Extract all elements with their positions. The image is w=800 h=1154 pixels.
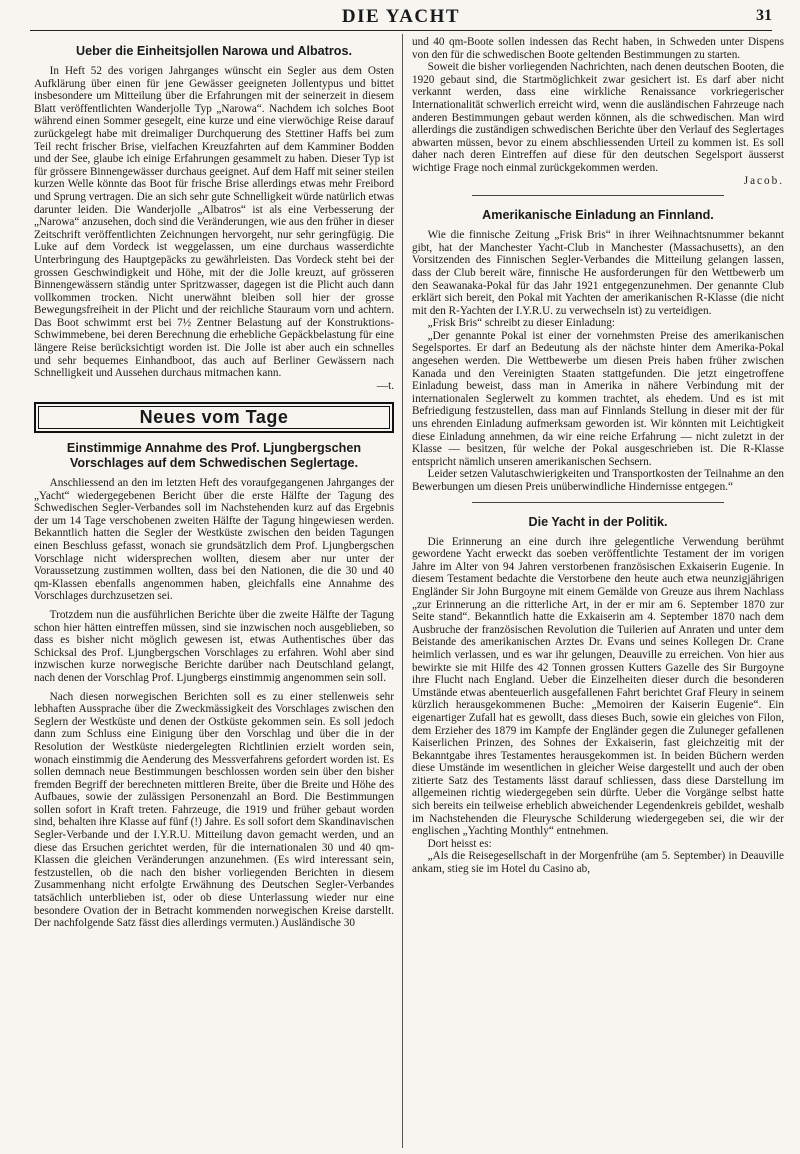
page-number: 31 — [756, 7, 772, 24]
article-paragraph: „Der genannte Pokal ist einer der vornehmsten Preise des amerikanischen Segelsportes. Er darf an Bedeutung als der nächste hinter dem Amerika-Pokal angesehen werden. Die Wettbewerbe um diesen Preis haben früher zwischen Kanada und den Vereinigten Staaten stattgefunden. Die jetzt eingetroffene Einladung beweist, dass man in Amerika in nähere Verbindung mit der internationalen Seglerwelt zu kommen trachtet, als ehedem. Und es ist mit Befriedigung festzustellen, dass man auf Finnlands Stellung in dieser mit der für uns ehrenden Einladung aufmerksam geworden ist. Wir könnten mit Leichtigkeit diese Einladung annehmen, da wir eine reiche Erfahrung — nicht zuletzt in der Klasse — besitzen, für welche der Pokal ausgeschrieben ist. Die R-Klasse entspricht nämlich unseren amerikanischen Sechsern. — [412, 329, 784, 468]
section-title-box — [34, 402, 394, 433]
column-divider — [402, 34, 403, 1148]
article-paragraph: Dort heisst es: — [427, 837, 492, 850]
article-paragraph: Wie die finnische Zeitung „Frisk Bris“ in ihrer Weihnachtsnummer bekannt gibt, hat der Manchester Yacht-Club in Manchester (Massachusetts), an den Vorsitzenden des Finnischen Segler-Verbandes die Mitteilung gelangen lassen, dass der Club bereit wäre, finnische He ausforderungen für den Wettbewerb um den Seawanaka-Pokal für das Jahr 1921 entgegenzunehmen. Der genannte Club erklärt sich bereit, den Pokal mit Yachten der amerikanischen R-Klasse (die nicht mit den R-Yachten der I.Y.R.U. zu verwechseln ist) zu verteidigen. — [412, 229, 784, 317]
article-paragraph: Leider setzen Valutaschwierigkeiten und Transportkosten der Teilnahme an den Bewerbungen um diesen Preis unüberwindliche Hindernisse entgegen.“ — [412, 468, 784, 493]
article-paragraph: Nach diesen norwegischen Berichten soll es zu einer stellenweis sehr lebhaften Aussprache über die Zweckmässigkeit des Vorschlages zwischen den Seglern der Westküste und denen der Ostküste gekommen sein. Es soll jedoch dann zum Schluss eine Einigung über den Vorschlag und über die in der Resolution der Westküste niedergelegten Richtlinien erzielt worden sein, wonach einstimmig die Aenderung des Messverfahrens gefordert worden ist. Es sollen demnach neue Bestimmungen beschlossen worden sein über den bisher fremden Begriff der berechneten mittleren Breite, über die Breite und Höhe des Aufbaues, sowie der zulässigen Personenzahl an Bord. Die Bestimmungen sollen sofort in Kraft treten. Fahrzeuge, die 1919 und früher gebaut worden sind, behalten ihre Klasse auf fünf (!) Jahre. Es soll sofort dem Skandinavischen Segler-Verbande und der I.Y.R.U. Mitteilung davon gemacht werden, und an diese das Ersuchen gerichtet werden, für die internationalen 30 und 40 qm-Klassen die gleichen Veränderungen anzunehmen. (Es wird interessant sein, festzustellen, ob die nach den bisher vorliegenden Berichten in diesem Zusammenhang nicht erfolgte Erwähnung des Deutschen Segler-Verbandes tatsächlich unterblieben ist, oder ob diese Unterlassung wieder nur eine besondere Ovation der in Betracht kommenden norwegischen Kreise darstellt. Der nachfolgende Satz fässt dies allerdings vermuten.) Ausländische 30 — [34, 690, 394, 930]
article-heading-ljungberg: Einstimmige Annahme des Prof. Ljungbergschen Vorschlages auf dem Schwedischen Seglertage. — [66, 441, 362, 471]
article-author: Jacob. — [743, 174, 784, 187]
divider — [472, 195, 724, 196]
section-title: Neues vom Tage — [38, 406, 390, 429]
divider — [472, 502, 724, 503]
article-paragraph: In Heft 52 des vorigen Jahrganges wünscht ein Segler aus dem Osten Aufklärung über einen für jene Gewässer geeigneten Jollentypus und bittet insbesondere um Mitteilung über die Erfahrungen mit der seinerzeit in diesem Blatt veröffentlichten Wanderjolle Typ „Narowa“. Nachdem ich solches Boot während einen Sommer gesegelt, eine kurze und eine vierwöchige Reise darauf zurückgelegt habe mit dreimaliger Durchquerung des Stettiner Haffs bei zum Teil recht frischer Brise, vielfachen Kreuzfahrten auf dem Kamminer Bodden und der See, glaube ich einige Erfahrungen gesammelt zu haben. Dieser Typ ist für grössere Binnengewässer durchaus geeignet. Auf dem Haff mit seiner steilen kurzen Welle könnte das Boot für frische Brise allerdings etwas mehr Freibord und Sprung vertragen. Die an sich sehr gute Schnelligkeit würde natürlich etwas darunter leiden. Die Wanderjolle „Albatros“ ist als eine Verbesserung der „Narowa“ anzusehen, doch sind die Veränderungen, wie aus den früher in dieser Zeitschrift veröffentlichten Zeichnungen hervorgeht, nur sehr geringfügig. Die Luke auf dem Vordeck ist weggelassen, um eine durchaus wasserdichte Unterbringung des Hauptgepäcks zu gewährleisten. Das Vordeck steht bei der grossen Geschwindigkeit und Höhe, mit der die Jolle kreuzt, auf grösseren Binnengewässern ständig unter Spritzwasser, dagegen ist die Plicht auch dann vollkommen trocken. Nicht unerwähnt bleiben soll hier der grosse Bewegungsfreiheit in der Plicht und der reichliche Stauraum vorn und achtern. Das Boot schwimmt erst bei 7½ Zentner Belastung auf der Konstruktions-Schwimmebene, bei deren Berechnung die erhebliche Gepäckbelastung für eine längere Reise berücksichtigt worden ist. Die Jolle ist aber auch ein schnelles und sehr bequemes Einhandboot, das auch auf Berliner Gewässern nach Schnelligkeit und Aussehen durchaus mitmachen kann. — [34, 65, 394, 380]
right-column — [412, 36, 784, 1154]
article-heading-finnland: Amerikanische Einladung an Finnland. — [482, 208, 714, 223]
article-paragraph: Anschliessend an den im letzten Heft des voraufgegangenen Jahrganges der „Yacht“ wiedergegebenen Bericht über die erste Hälfte der Tagung des Schwedischen Segler-Verbandes soll im Nachstehenden kurz auf das Ergebnis der um 14 Tage verschobenen zweiten Hälfte der Tagung hingewiesen werden. Bekanntlich hatten die Segler der Westküste zwischen den beiden Tagungen einen Beschluss gefasst, wonach sie grundsätzlich dem Prof. Ljungbergschen Vorschlage nicht widersprechen wollten, diesem aber nur unter der Voraussetzung zustimmen wollten, dass bei den Nationen, die die 30 und 40 qm-Klassen ebenfalls angenommen haben, gleichfalls eine Annahme des Vorschlages durchzusetzen sei. — [34, 477, 394, 603]
article-paragraph: „Frisk Bris“ schreibt zu dieser Einladung: — [427, 317, 616, 330]
article-heading-narowa: Ueber die Einheitsjollen Narowa und Albatros. — [76, 44, 352, 58]
left-column — [34, 36, 394, 1154]
article-paragraph: „Als die Reisegesellschaft in der Morgenfrühe (am 5. September) in Deauville ankam, stieg sie im Hotel du Casino ab, — [412, 850, 784, 876]
article-signature: —t. — [376, 379, 394, 392]
article-paragraph: Soweit die bisher vorliegenden Nachrichten, nach denen deutschen Booten, die 1920 gebaut sind, die Startmöglichkeit zwar gesichert ist. Es darf aber nicht verkannt werden, dass eine wirkliche Renaissance vorkriegerischer Internationalität schwerlich erreicht wird, wenn die ausländischen Fahrzeuge nach anderen Bestimmungen gebaut werden können, als die schwedischen. Man wird allerdings die zuständigen schwedischen Berichte über den Verlauf des Seglertages abwarten müssen, bevor zu einem abschliessenden Urteil zu kommen ist. Es soll daher nach deren Eintreffen auf diese für den deutschen Segelsport äusserst wichtige Frage noch einmal zurückgekommen werden. — [412, 61, 784, 174]
article-paragraph: Trotzdem nun die ausführlichen Berichte über die zweite Hälfte der Tagung schon hier hätten eintreffen müssen, sind sie inzwischen noch ausgeblieben, so dass es bisher nicht möglich gewesen ist, etwas Authentisches über das Schicksal des Prof. Ljungbergschen Vorschlages zu erfahren. Wohl aber sind inzwischen kurze norwegische Berichte darüber nach Deutschland gelangt, nach denen der Vorschlag Prof. Ljungbergs einstimmig angenommen sein soll. — [34, 608, 394, 684]
article-paragraph: Die Erinnerung an eine durch ihre gelegentliche Verwendung berühmt gewordene Yacht erweckt das soeben veröffentlichte Testament der im vorigen Jahre im Alter von 94 Jahren verstorbenen französischen Exkaiserin Eugenie. In diesem Testament bedachte die Verstorbene den heute auch etwa neunzigjährigen Engländer Sir John Burgoyne mit einem Gemälde von Greuze aus ihrem Nachlass „zur Erinnerung an die ritterliche Art, in der er mir am 6. September 1870 zur Seite stand“. Bekanntlich hatte die Exkaiserin am 4. September 1870 nach dem Ausbruche der französischen Revolution die Tuilerien auf Anraten und unter dem Beistande des amerikanischen Arztes Dr. Evans und seines Kollegen Dr. Crane heimlich verlassen, und es war ihr gelungen, Deauville zu erreichen. Von hier aus bewirkte sie mit Hilfe des 42 Tonnen grossen Kutters Gazelle des Sir Burgoyne ihre Flucht nach England. Ueber die Einzelheiten dieser durch die besonderen Umstände etwas abenteuerlich ausgefallenen Fahrt berichtet Graf Fleury in seinem kürzlich herausgekommenen Buche: „Memoiren der Kaiserin Eugenie“. Ein eigenartiger Zufall hat es gewollt, dass dieses Buch, sowie ein gleiches von Filon, dem Erzieher des 1879 im Kampfe der Engländer gegen die Zuluneger gefallenen Kaiserlichen Prinzen, des Sohnes der Exkaiserin, fast gleichzeitig mit der Bekanntgabe ihres Testamentes herausgekommen ist. In beiden Büchern werden diese Umstände im wesentlichen in gleicher Weise dargestellt und auch der oben zitierte Satz des Testaments lässt darauf schliessen, dass diese Darstellung im allgemeinen richtig wiedergegeben sein dürfte. Ueber die Vorgänge selbst hatte sich bereits ein teilweise erheblich abweichender Legendenkreis gebildet, weshalb im Nachstehenden die Fleurysche Schilderung wiedergegeben sei, die wir der englischen „Yachting Monthly“ entnehmen. — [412, 535, 784, 838]
page-header — [30, 4, 772, 31]
article-heading-politik: Die Yacht in der Politik. — [528, 514, 668, 529]
article-paragraph: und 40 qm-Boote sollen indessen das Recht haben, in Schweden unter Dispens von den für die schwedischen Boote geltenden Bestimmungen zu starten. — [412, 36, 784, 61]
magazine-title: DIE YACHT — [341, 6, 461, 27]
